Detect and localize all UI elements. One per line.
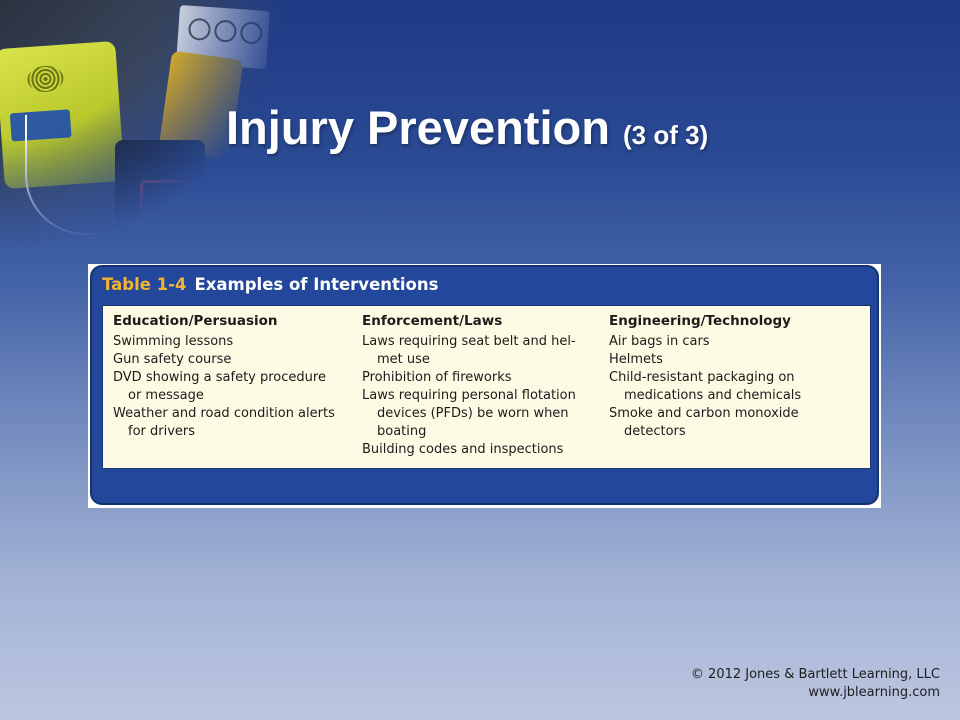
table-cell-line: Swimming lessons — [113, 334, 234, 349]
table-cell-line: DVD showing a safety procedure — [113, 370, 326, 385]
table-cell-line: for drivers — [128, 424, 196, 439]
table-cell-line: Child-resistant packaging on — [609, 370, 795, 385]
table-body — [102, 305, 871, 469]
column-education — [113, 312, 353, 441]
column-enforcement — [362, 312, 602, 459]
table-caption-text: Examples of Interventions — [194, 275, 439, 294]
interventions-table — [90, 265, 879, 505]
table-cell-line: Laws requiring seat belt and hel- — [362, 334, 576, 349]
table-cell-line: or message — [128, 388, 204, 403]
column-header: Engineering/Technology — [609, 313, 791, 329]
table-cell-line: devices (PFDs) be worn when — [377, 406, 569, 421]
slide-title — [226, 100, 708, 163]
table-caption — [102, 275, 438, 294]
table-cell-line: Gun safety course — [113, 352, 232, 367]
table-cell-line: medications and chemicals — [624, 388, 802, 403]
table-cell-line: Air bags in cars — [609, 334, 710, 349]
table-cell-line: Building codes and inspections — [362, 442, 564, 457]
column-header: Education/Persuasion — [113, 313, 278, 329]
copyright-text: © 2012 Jones & Bartlett Learning, LLC — [690, 667, 940, 682]
table-cell-line: Prohibition of fireworks — [362, 370, 512, 385]
table-number: Table 1-4 — [102, 275, 187, 294]
column-engineering — [609, 312, 864, 441]
table-cell-line: Smoke and carbon monoxide — [609, 406, 799, 421]
interventions-table-image — [88, 264, 881, 508]
column-header: Enforcement/Laws — [362, 313, 503, 329]
copyright-notice — [691, 666, 940, 702]
slide-title-text: Injury Prevention — [226, 101, 610, 154]
table-cell-line: met use — [377, 352, 430, 367]
table-cell-line: detectors — [624, 424, 686, 439]
website-text: www.jblearning.com — [808, 685, 940, 700]
table-cell-line: Helmets — [609, 352, 663, 367]
slide-title-suffix: (3 of 3) — [622, 120, 709, 150]
table-cell-line: Laws requiring personal flotation — [362, 388, 576, 403]
table-cell-line: Weather and road condition alerts — [113, 406, 335, 421]
table-cell-line: boating — [377, 424, 427, 439]
